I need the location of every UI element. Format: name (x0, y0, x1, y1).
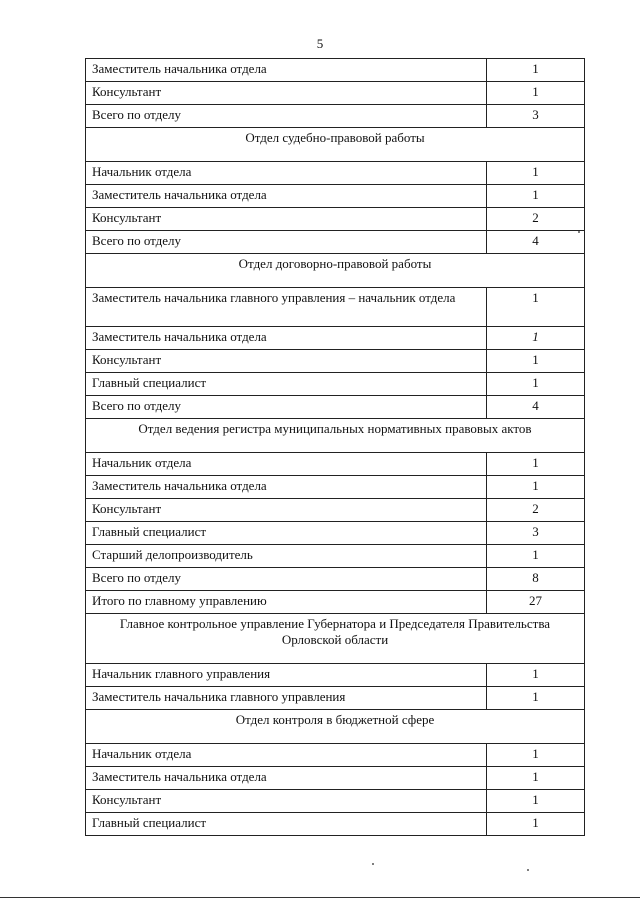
position-cell: Заместитель начальника отдела (86, 185, 487, 208)
table-row (86, 231, 585, 254)
page-number: 5 (316, 36, 324, 51)
table-row (86, 664, 585, 687)
table-row (86, 813, 585, 836)
position-cell: Начальник отдела (86, 162, 487, 185)
table-row (86, 687, 585, 710)
section-header-row (86, 128, 585, 162)
count-cell: 8 (487, 568, 585, 591)
position-cell: Консультант (86, 82, 487, 105)
position-cell: Начальник отдела (86, 453, 487, 476)
table-row (86, 185, 585, 208)
position-cell: Заместитель начальника отдела (86, 59, 487, 82)
table-row (86, 568, 585, 591)
count-cell: 1 (487, 327, 585, 350)
count-cell: 2 (487, 499, 585, 522)
position-cell: Заместитель начальника главного управления (86, 687, 487, 710)
section-title: Отдел контроля в бюджетной сфере (86, 710, 585, 744)
count-cell: 27 (487, 591, 585, 614)
table-row (86, 522, 585, 545)
table-row (86, 767, 585, 790)
position-cell: Старший делопроизводитель (86, 545, 487, 568)
table-row (86, 790, 585, 813)
count-cell: 1 (487, 687, 585, 710)
position-cell: Консультант (86, 208, 487, 231)
section-header-row (86, 710, 585, 744)
position-cell: Заместитель начальника отдела (86, 476, 487, 499)
position-cell: Консультант (86, 350, 487, 373)
position-cell: Итого по главному управлению (86, 591, 487, 614)
section-header-row (86, 419, 585, 453)
count-cell: 1 (487, 453, 585, 476)
count-cell: 4 (487, 396, 585, 419)
table-row (86, 591, 585, 614)
section-title: Главное контрольное управление Губернатора и Председателя Правительства Орловской области (86, 614, 585, 664)
count-cell: 1 (487, 744, 585, 767)
position-cell: Консультант (86, 790, 487, 813)
count-cell: 1 (487, 664, 585, 687)
position-cell: Главный специалист (86, 373, 487, 396)
count-cell: 1 (487, 767, 585, 790)
count-cell: 4 (487, 231, 585, 254)
table-row (86, 499, 585, 522)
count-cell: 1 (487, 162, 585, 185)
table-row (86, 327, 585, 350)
table-row (86, 208, 585, 231)
count-cell: 3 (487, 522, 585, 545)
table-row (86, 82, 585, 105)
section-header-row (86, 614, 585, 664)
position-cell: Заместитель начальника главного управления – начальник отдела (86, 288, 487, 327)
count-cell: 1 (487, 545, 585, 568)
count-cell: 2 (487, 208, 585, 231)
staffing-table (85, 58, 585, 836)
page-bottom-edge (0, 897, 640, 898)
table-row (86, 373, 585, 396)
section-title: Отдел судебно-правовой работы (86, 128, 585, 162)
table-row (86, 350, 585, 373)
position-cell: Всего по отделу (86, 231, 487, 254)
position-cell: Консультант (86, 499, 487, 522)
position-cell: Главный специалист (86, 522, 487, 545)
section-title: Отдел ведения регистра муниципальных нормативных правовых актов (86, 419, 585, 453)
position-cell: Начальник отдела (86, 744, 487, 767)
table-row (86, 59, 585, 82)
count-cell: 1 (487, 59, 585, 82)
table-row (86, 453, 585, 476)
staffing-table-body (86, 59, 585, 836)
section-title: Отдел договорно-правовой работы (86, 254, 585, 288)
scan-speck (372, 863, 374, 865)
table-row (86, 744, 585, 767)
position-cell: Всего по отделу (86, 396, 487, 419)
table-row (86, 396, 585, 419)
position-cell: Начальник главного управления (86, 664, 487, 687)
position-cell: Заместитель начальника отдела (86, 327, 487, 350)
count-cell: 1 (487, 185, 585, 208)
count-cell: 1 (487, 813, 585, 836)
position-cell: Всего по отделу (86, 105, 487, 128)
position-cell: Заместитель начальника отдела (86, 767, 487, 790)
table-row (86, 162, 585, 185)
scan-speck (578, 231, 580, 233)
count-cell: 1 (487, 288, 585, 327)
count-cell: 1 (487, 350, 585, 373)
count-cell: 1 (487, 373, 585, 396)
count-cell: 3 (487, 105, 585, 128)
scan-speck (527, 869, 529, 871)
count-cell: 1 (487, 82, 585, 105)
count-cell: 1 (487, 476, 585, 499)
position-cell: Главный специалист (86, 813, 487, 836)
table-row (86, 545, 585, 568)
count-cell: 1 (487, 790, 585, 813)
position-cell: Всего по отделу (86, 568, 487, 591)
table-row (86, 288, 585, 327)
table-row (86, 105, 585, 128)
table-row (86, 476, 585, 499)
section-header-row (86, 254, 585, 288)
